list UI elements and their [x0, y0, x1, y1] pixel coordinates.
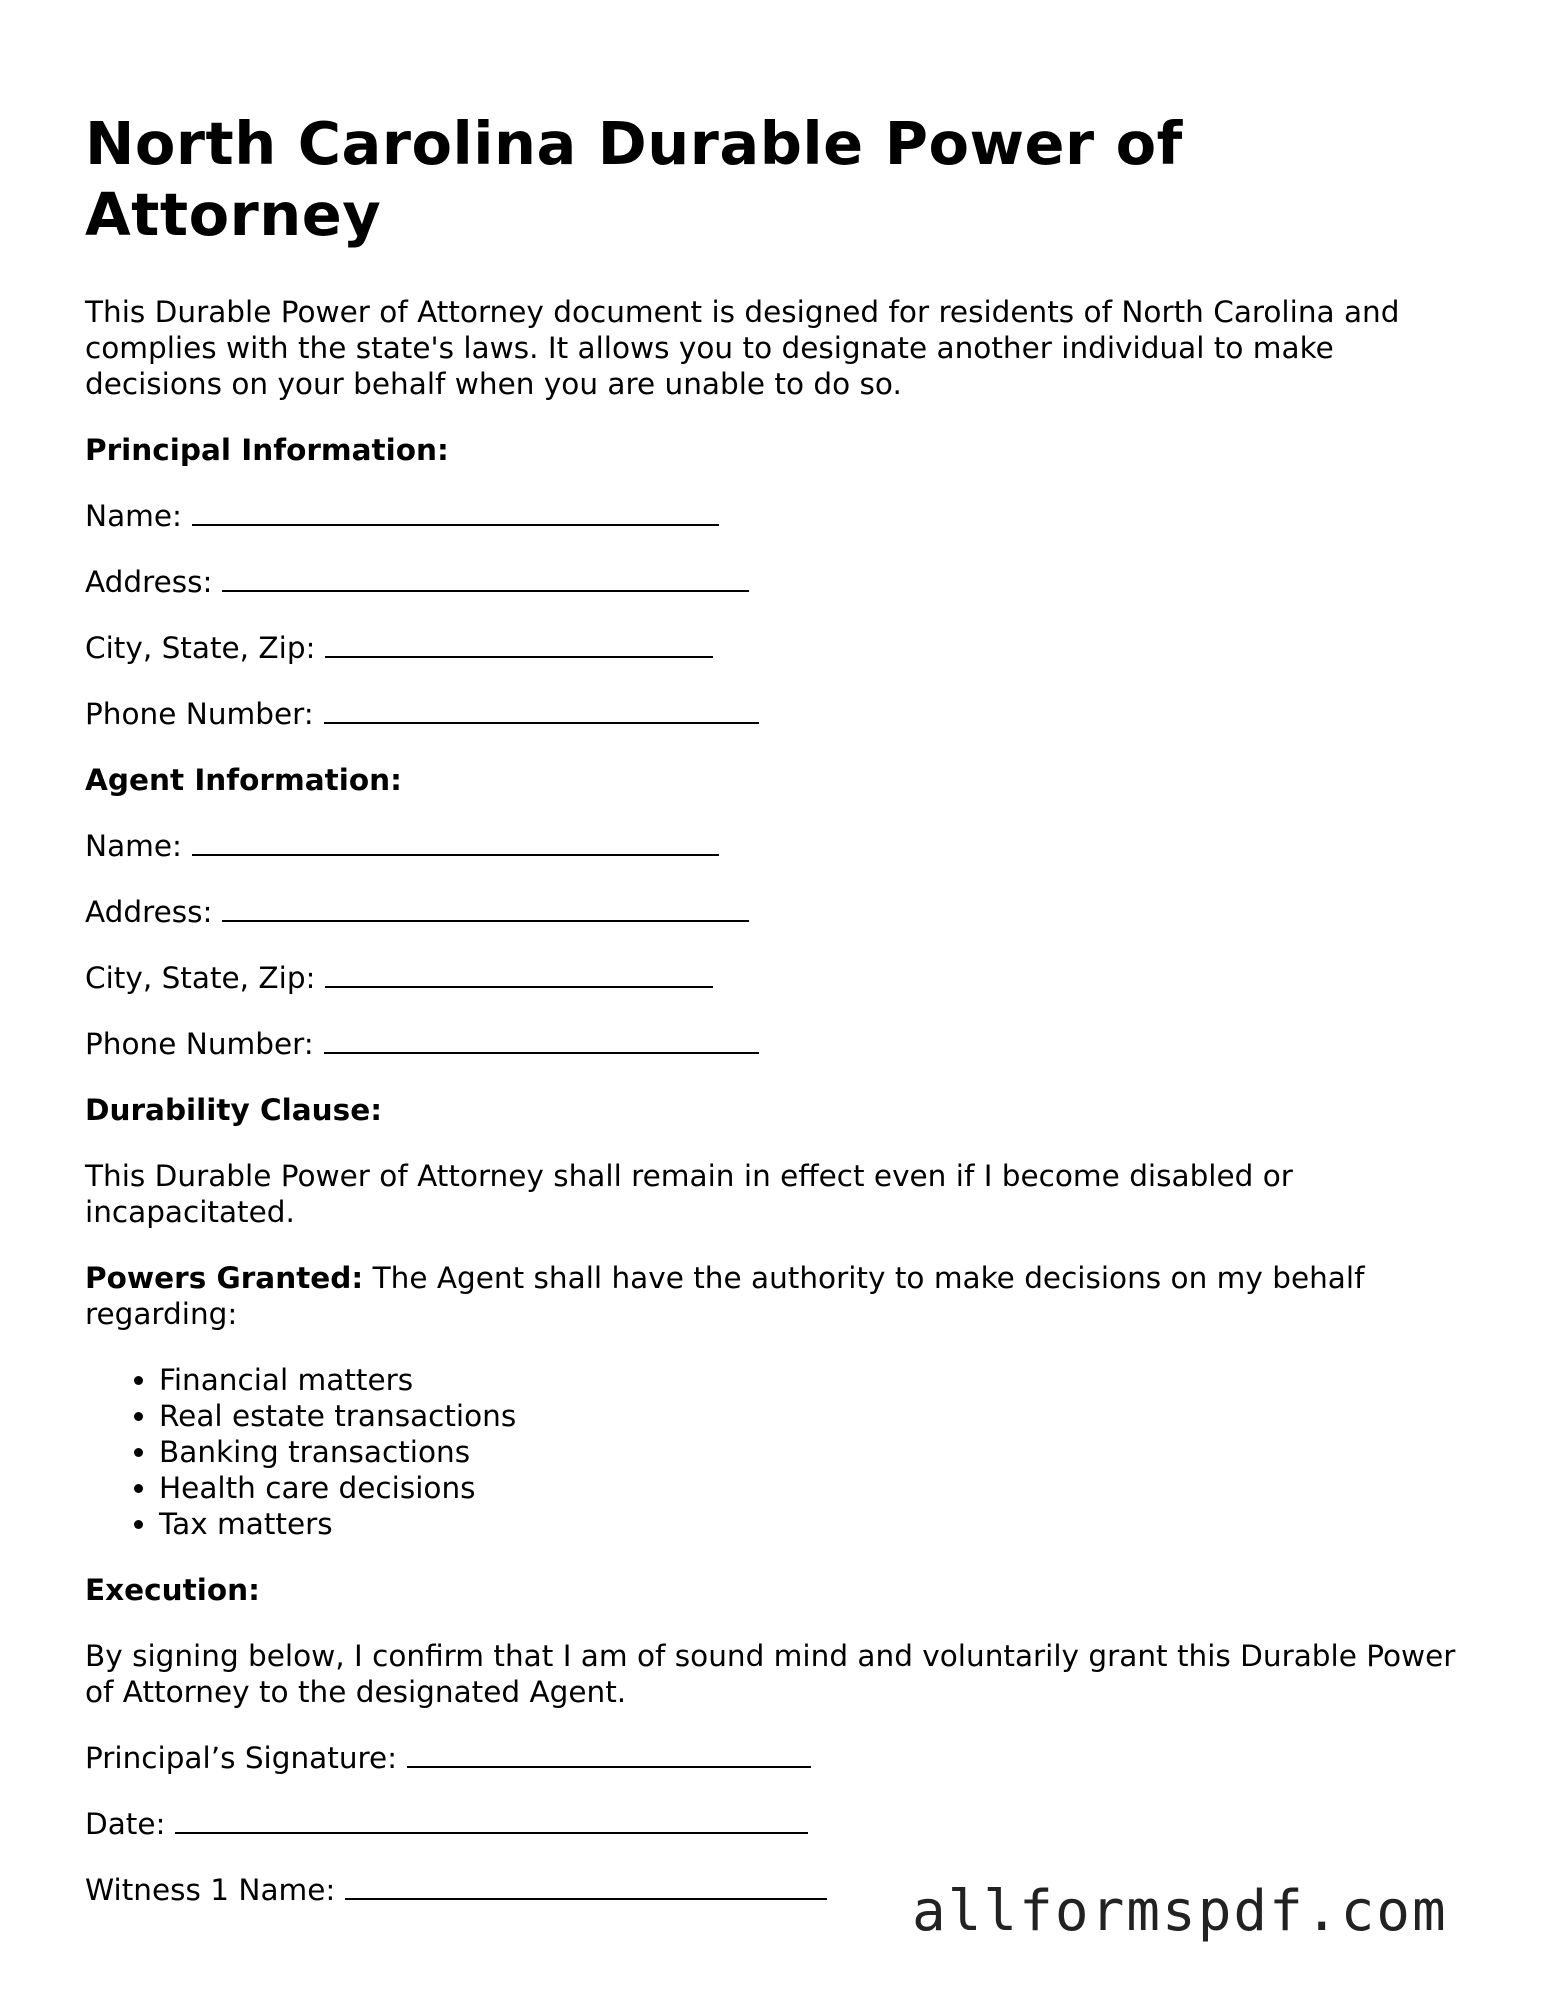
list-item: • Financial matters — [159, 1362, 1465, 1398]
principal-phone-field — [85, 696, 1465, 732]
principal-city-label: City, State, Zip: — [85, 631, 316, 665]
agent-name-label: Name: — [85, 829, 182, 863]
execution-heading: Execution: — [85, 1573, 260, 1607]
principal-city-blank[interactable] — [325, 630, 713, 658]
principal-phone-label: Phone Number: — [85, 697, 314, 731]
principal-signature-label: Principal’s Signature: — [85, 1741, 398, 1775]
agent-phone-blank[interactable] — [324, 1026, 759, 1054]
principal-signature-blank[interactable] — [407, 1740, 811, 1768]
list-item: • Health care decisions — [159, 1470, 1465, 1506]
agent-address-blank[interactable] — [222, 894, 749, 922]
agent-address-field — [85, 894, 1465, 930]
agent-phone-label: Phone Number: — [85, 1027, 314, 1061]
agent-city-blank[interactable] — [325, 960, 713, 988]
agent-name-field — [85, 828, 1465, 864]
intro-paragraph: This Durable Power of Attorney document is designed for residents of North Carolina and complies with the state's laws. It allows you to designate another individual to make decisions on your behalf when you are unable to do so. — [85, 295, 1400, 401]
principal-address-label: Address: — [85, 565, 213, 599]
list-item: • Real estate transactions — [159, 1398, 1465, 1434]
agent-city-label: City, State, Zip: — [85, 961, 316, 995]
principal-heading: Principal Information: — [85, 433, 449, 467]
date-blank[interactable] — [175, 1806, 808, 1834]
principal-signature-field — [85, 1740, 1465, 1776]
principal-name-blank[interactable] — [192, 498, 719, 526]
principal-phone-blank[interactable] — [324, 696, 759, 724]
document-title: North Carolina Durable Power of Attorney — [85, 109, 1183, 249]
list-item: • Tax matters — [159, 1506, 1465, 1542]
list-item: • Banking transactions — [159, 1434, 1465, 1470]
principal-address-blank[interactable] — [222, 564, 749, 592]
powers-heading: Powers Granted: — [85, 1261, 364, 1295]
document-page — [85, 108, 1465, 1938]
agent-city-field — [85, 960, 1465, 996]
powers-paragraph — [85, 1260, 1465, 1332]
principal-city-field — [85, 630, 1465, 666]
agent-phone-field — [85, 1026, 1465, 1062]
durability-heading: Durability Clause: — [85, 1093, 383, 1127]
principal-name-label: Name: — [85, 499, 182, 533]
agent-name-blank[interactable] — [192, 828, 719, 856]
durability-text: This Durable Power of Attorney shall remain in effect even if I become disabled or incapacitated. — [85, 1159, 1293, 1229]
watermark: allformspdf.com — [912, 1879, 1448, 1944]
agent-address-label: Address: — [85, 895, 213, 929]
powers-text: The Agent shall have the authority to make decisions on my behalf regarding: — [85, 1261, 1365, 1331]
principal-address-field — [85, 564, 1465, 600]
witness1-label: Witness 1 Name: — [85, 1873, 336, 1907]
witness1-blank[interactable] — [345, 1872, 827, 1900]
date-label: Date: — [85, 1807, 166, 1841]
agent-heading: Agent Information: — [85, 763, 402, 797]
execution-text: By signing below, I confirm that I am of sound mind and voluntarily grant this Durable Power of Attorney to the designated Agent. — [85, 1639, 1456, 1709]
date-field — [85, 1806, 1465, 1842]
principal-name-field — [85, 498, 1465, 534]
powers-list — [85, 1362, 1465, 1542]
